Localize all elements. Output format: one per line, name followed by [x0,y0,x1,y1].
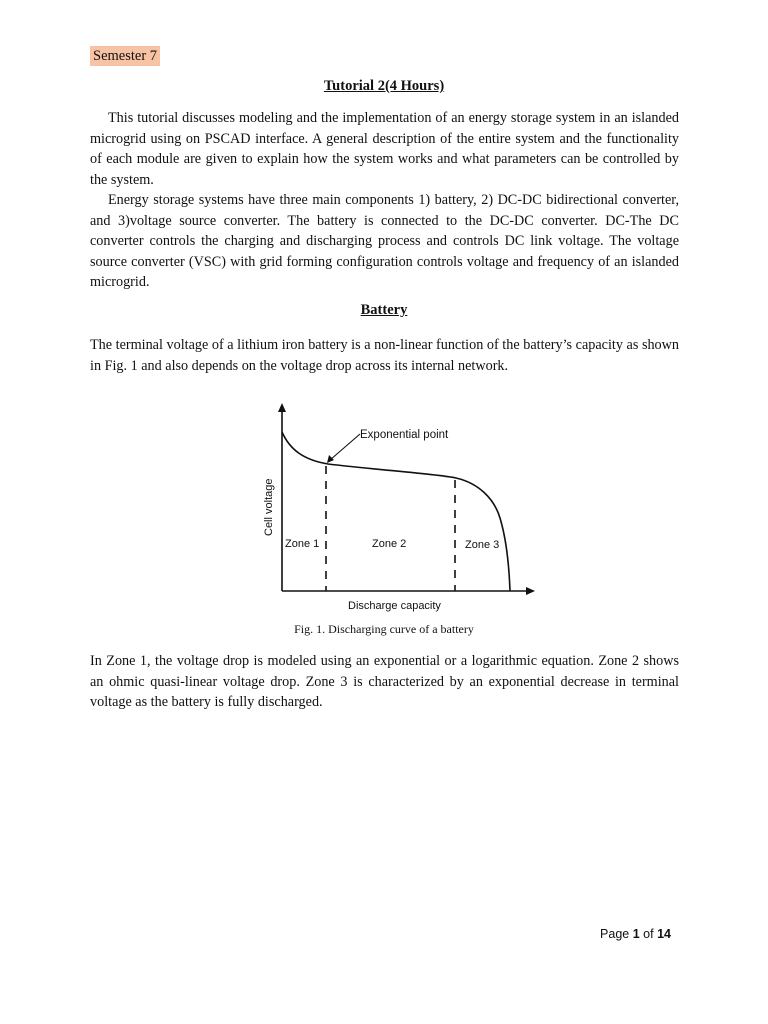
zone-1-label: Zone 1 [285,538,320,550]
y-axis-label: Cell voltage [263,478,275,536]
annotation-label: Exponential point [360,429,449,441]
intro-paragraph-2: Energy storage systems have three main components 1) battery, 2) DC-DC bidirectional converter, and 3)voltage source converter. The battery is connected to the DC-DC converter. DC-The DC converter controls the charging and discharging process and controls DC link voltage. The voltage source converter (VSC) with grid forming configuration controls voltage and frequency of an islanded microgrid. [90,192,679,290]
total-pages: 14 [657,927,671,941]
page-word: Page [600,927,630,941]
intro-paragraph-1: This tutorial discusses modeling and the implementation of an energy storage system in an islanded microgrid using on PSCAD interface. A general description of the entire system and the functionality of each module are given to explain how the system works and what parameters can be controlled by the system. [90,110,679,188]
zone-2-label: Zone 2 [372,538,407,550]
page-number [600,927,671,941]
semester-label: Semester 7 [90,46,160,66]
battery-paragraph-2: In Zone 1, the voltage drop is modeled using an exponential or a logarithmic equation. Zone 2 shows an ohmic quasi-linear voltage drop. Zone 3 is characterized by an exponential decrease in terminal voltage as the battery is fully discharged. [90,653,679,710]
annotation-arrow [330,434,360,460]
page-title: Tutorial 2(4 Hours) [323,78,445,94]
current-page: 1 [632,927,640,941]
battery-paragraph-1: The terminal voltage of a lithium iron battery is a non-linear function of the battery’s capacity as shown in Fig. 1 and also depends on the voltage drop across its internal network. [90,337,679,374]
discharge-curve-figure [238,398,538,618]
x-axis-arrow [526,587,535,595]
discharge-curve [282,432,510,591]
figure-caption: Fig. 1. Discharging curve of a battery [294,622,474,636]
battery-heading: Battery [360,302,408,318]
x-axis-label: Discharge capacity [348,600,441,612]
y-axis-arrow [278,403,286,412]
annotation-arrowhead [327,455,334,463]
zone-3-label: Zone 3 [465,539,500,551]
of-word: of [643,927,654,941]
